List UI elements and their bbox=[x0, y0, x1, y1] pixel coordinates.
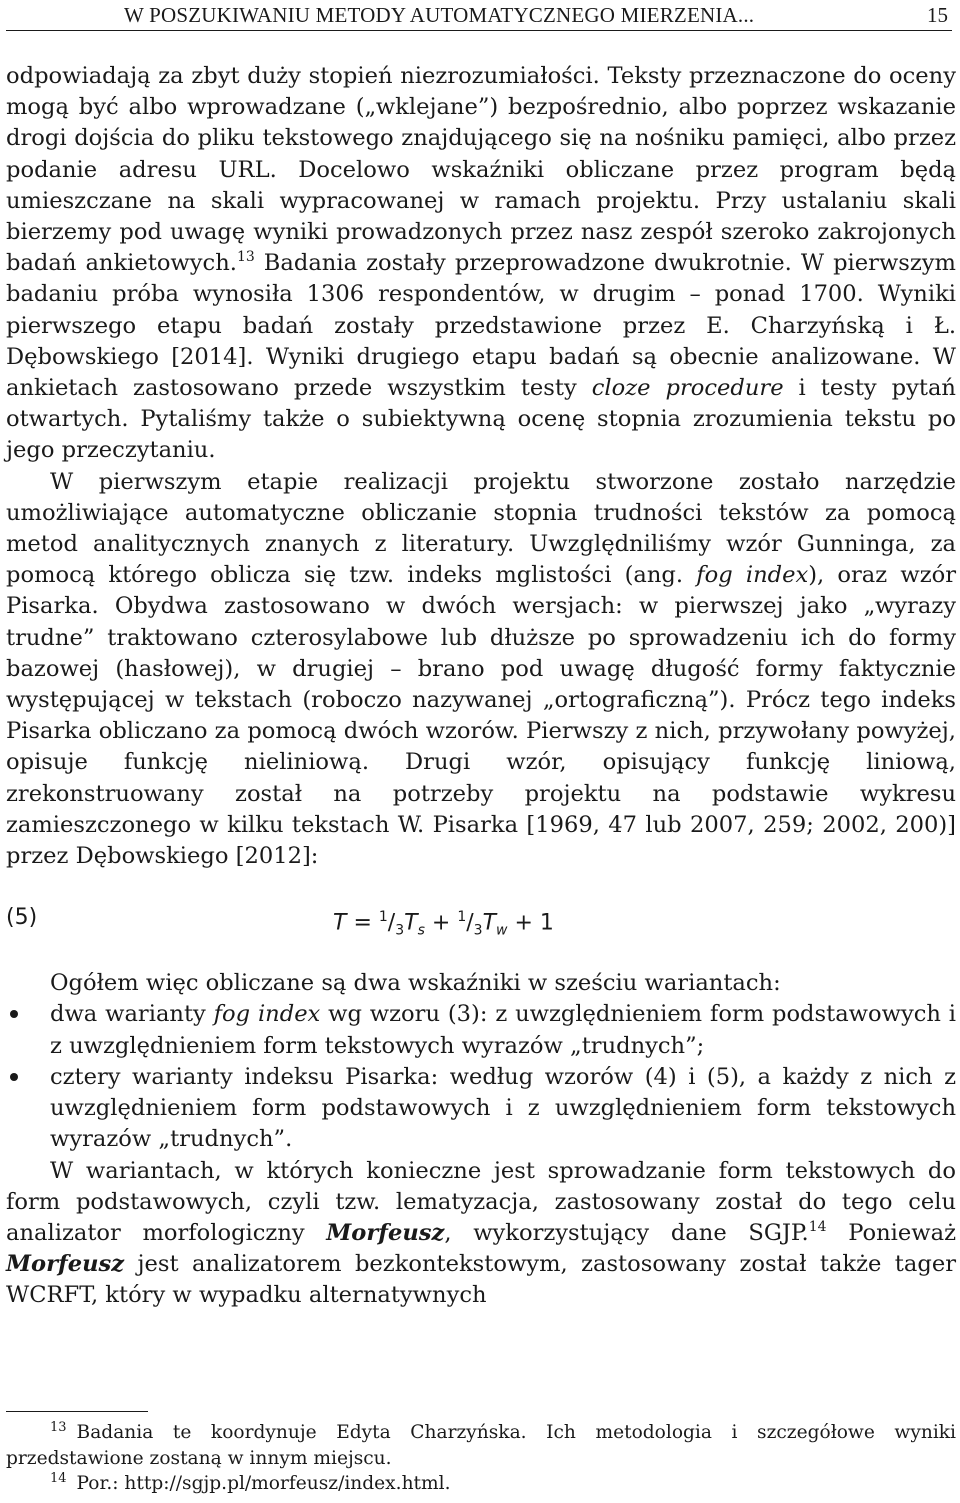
paragraph-4 bbox=[6, 1156, 956, 1312]
footnote-14 bbox=[6, 1471, 956, 1497]
paragraph-1-text-c: i testy pytań otwartych. Pytaliśmy także o subiektywną ocenę stopnia zrozumienia tekstu po jego przeczytaniu. bbox=[6, 375, 956, 464]
formula-sub-w: w bbox=[496, 923, 508, 939]
footnote-ref-14: 14 bbox=[808, 1218, 827, 1235]
paragraph-4-text-d: jest analizatorem bezkontekstowym, zastosowany został także tager WCRFT, który w wypadku alternatywnych bbox=[6, 1251, 956, 1309]
formula-plus-one: + 1 bbox=[507, 910, 554, 936]
cloze-procedure-term: cloze procedure bbox=[591, 375, 784, 402]
footnote-divider bbox=[6, 1411, 148, 1412]
footnotes bbox=[6, 1420, 956, 1497]
formula-Ts: T bbox=[404, 910, 418, 936]
footnote-13 bbox=[6, 1420, 956, 1471]
footnote-number: 13 bbox=[50, 1420, 67, 1435]
paragraph-2-text-b: ), oraz wzór Pisarka. Obydwa zastosowano w dwóch wersjach: w pierwszej jako „wyrazy trudne” traktowano czterosylabowe lub dłuższe po sprowadzeniu ich do formy bazowej (hasłowej), w drugiej – brano pod uwagę długość formy faktycznie występującej w tekstach (roboczo nazywanej „ortograficzną”). Prócz tego indeks Pisarka obliczano za pomocą dwóch wzorów. Pierwszy z nich, przywołany powyżej, opisuje funkcję nieliniową. Drugi wzór, opisujący funkcję liniową, zrekonstruowany został na potrzeby projektu na podstawie wykresu zamieszczonego w kilku tekstach W. Pisarka [1969, 47 lub 2007, 259; 2002, 200)] przez Dębowskiego [2012]: bbox=[6, 562, 957, 870]
formula-sub-s: s bbox=[417, 923, 425, 939]
formula-frac-den-b: 3 bbox=[473, 923, 483, 939]
formula-number: (5) bbox=[6, 905, 38, 931]
formula-frac-slash-a: / bbox=[387, 910, 396, 936]
footnote-text: Badania te koordynuje Edyta Charzyńska. Ich metodologia i szczegółowe wyniki przedstawione zostaną w innym miejscu. bbox=[6, 1422, 956, 1469]
footnote-number: 14 bbox=[50, 1471, 67, 1486]
bullet-1-text-b: wg wzoru (3): z uwzględnieniem form podstawowych i z uwzględnieniem form tekstowych wyrazów „trudnych”; bbox=[50, 1001, 956, 1059]
formula-5 bbox=[6, 872, 956, 968]
formula-plus: + bbox=[424, 910, 458, 936]
paragraph-1-text-a: odpowiadają za zbyt duży stopień niezrozumiałości. Teksty przeznaczone do oceny mogą być albo wprowadzane („wklejane”) bezpośrednio, albo poprzez wskazanie drogi dojścia do pliku tekstowego znajdującego się na nośniku pamięci, albo przez podanie adresu URL. Docelowo wskaźniki obliczane przez program będą umieszczane na skali wypracowanej w ramach projektu. Przy ustalaniu skali bierzemy pod uwagę wyniki prowadzonych przez nasz zespół szeroko zakrojonych badań ankietowych. bbox=[6, 63, 956, 277]
paragraph-4-text-a: W wariantach, w których konieczne jest sprowadzanie form tekstowych do form podstawowych, czyli tzw. lematyzacja, zastosowany został do tego celu analizator morfologiczny bbox=[6, 1157, 956, 1246]
formula-frac-num-b: 1 bbox=[457, 909, 467, 926]
list-item bbox=[6, 1062, 956, 1156]
bullet-1-text-a: dwa warianty bbox=[50, 1001, 214, 1028]
paragraph-4-text-c: Ponieważ bbox=[826, 1219, 956, 1246]
morfeusz-term: Morfeusz bbox=[6, 1251, 125, 1278]
running-header bbox=[6, 0, 952, 31]
footnote-text: Por.: http://sgjp.pl/morfeusz/index.html. bbox=[76, 1473, 451, 1494]
formula-frac-slash-b: / bbox=[466, 910, 474, 936]
paragraph-1 bbox=[6, 61, 956, 467]
bullet-icon bbox=[10, 1010, 18, 1018]
page-number: 15 bbox=[927, 3, 948, 27]
list-item bbox=[6, 999, 956, 1061]
formula-equals: = bbox=[346, 910, 379, 936]
running-title: W POSZUKIWANIU METODY AUTOMATYCZNEGO MIERZENIA... bbox=[124, 3, 755, 27]
body-text bbox=[6, 61, 956, 1312]
formula-frac-num-a: 1 bbox=[378, 909, 388, 926]
formula-Tw: T bbox=[482, 910, 497, 936]
footnote-ref-13: 13 bbox=[236, 249, 255, 266]
paragraph-1-text-b: Badania zostały przeprowadzone dwukrotnie. W pierwszym badaniu próba wynosiła 1306 respondentów, w drugim – ponad 1700. Wyniki pierwszego etapu badań zostały przedstawione przez E. Charzyńską i Ł. Dębowskiego [2014]. Wyniki drugiego etapu badań są obecnie analizowane. W ankietach zastosowano przede wszystkim testy bbox=[6, 250, 956, 402]
formula-frac-den-a: 3 bbox=[395, 923, 405, 939]
bullet-2-text: cztery warianty indeksu Pisarka: według wzorów (4) i (5), a każdy z nich z uwzględnieniem form podstawowych i z uwzględnieniem form tekstowych wyrazów „trudnych”. bbox=[50, 1063, 956, 1153]
fog-index-term: fog index bbox=[696, 562, 809, 589]
formula-T: T bbox=[333, 910, 347, 936]
paragraph-2-text-a: W pierwszym etapie realizacji projektu stworzone zostało narzędzie umożliwiające automatyczne obliczanie stopnia trudności tekstów za pomocą metod analitycznych znanych z literatury. Uwzględniliśmy wzór Gunninga, za pomocą którego oblicza się tzw. indeks mglistości (ang. bbox=[6, 468, 956, 589]
formula-expression bbox=[333, 902, 554, 947]
paragraph-4-text-b: , wykorzystujący dane SGJP. bbox=[444, 1219, 809, 1246]
bullet-icon bbox=[10, 1073, 18, 1081]
paragraph-3: Ogółem więc obliczane są dwa wskaźniki w sześciu wariantach: bbox=[50, 970, 781, 997]
morfeusz-term: Morfeusz bbox=[326, 1219, 445, 1246]
fog-index-term: fog index bbox=[213, 1001, 321, 1028]
paragraph-2 bbox=[6, 467, 956, 873]
variant-list bbox=[6, 999, 956, 1155]
